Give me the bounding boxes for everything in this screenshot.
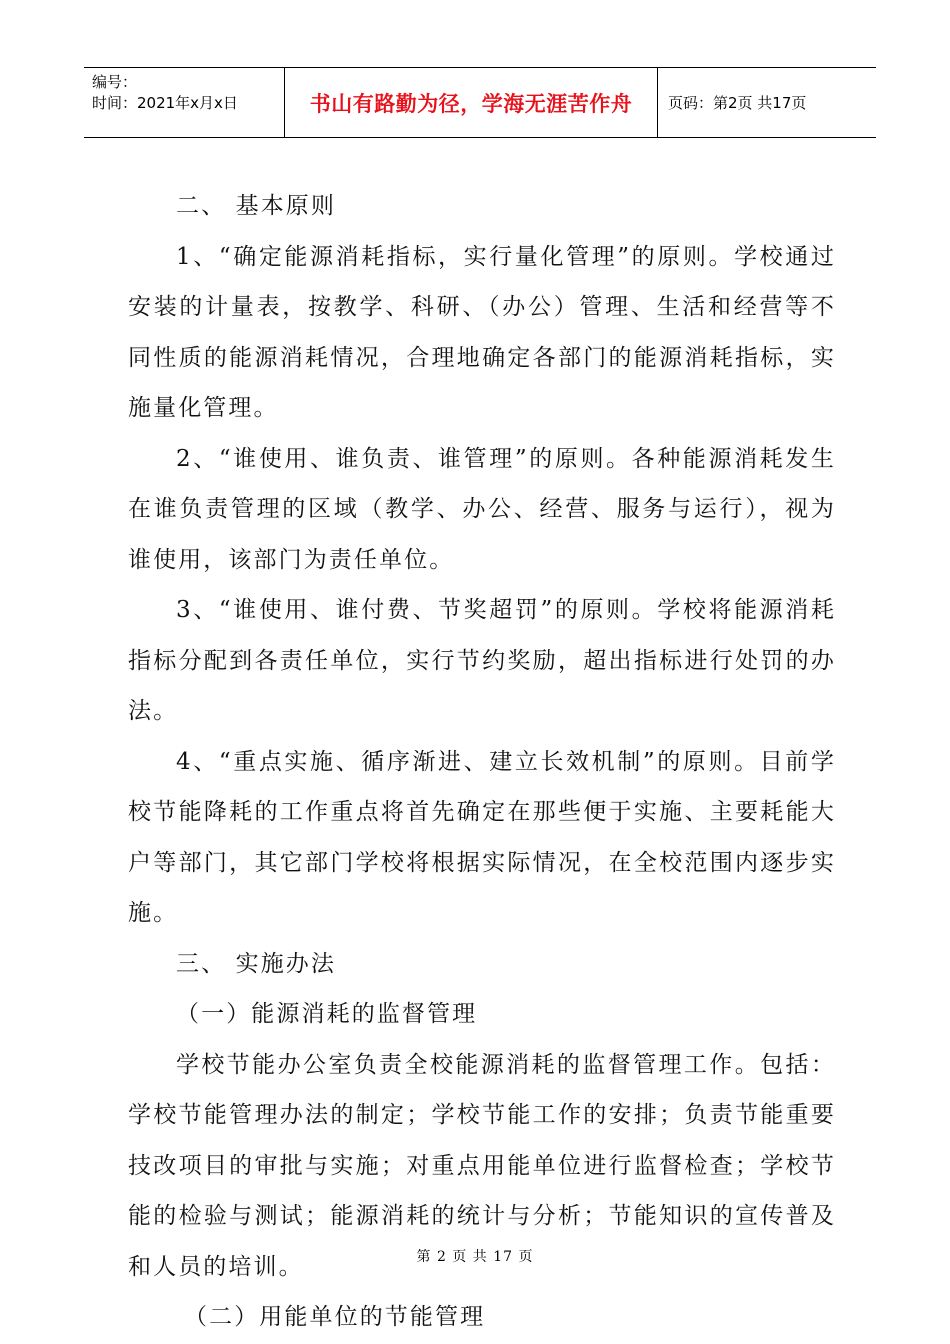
paragraph: 学校节能办公室负责全校能源消耗的监督管理工作。包括：学校节能管理办法的制定；学校节能工作的安排；负责节能重要技改项目的审批与实施；对重点用能单位进行监督检查；学校节能的检验与测试；能源消耗的统计与分析；节能知识的宣传普及和人员的培训。 (128, 1051, 836, 1280)
document-number: 编号： (92, 73, 138, 91)
section-heading: 二、 基本原则 (176, 193, 337, 219)
subsection-heading: （一）能源消耗的监督管理 (176, 1001, 478, 1027)
paragraph: 2、“谁使用、谁负责、谁管理”的原则。各种能源消耗发生在谁负责管理的区域（教学、办公、经营、服务与运行），视为谁使用，该部门为责任单位。 (128, 445, 836, 573)
subsection-heading: （二）用能单位的节能管理 (184, 1304, 486, 1330)
paragraph: 3、“谁使用、谁付费、节奖超罚”的原则。学校将能源消耗指标分配到各责任单位，实行节约奖励，超出指标进行处罚的办法。 (128, 597, 836, 724)
document-body (128, 181, 836, 1343)
page-footer: 第 2 页 共 17 页 (416, 1249, 534, 1265)
header-page-number: 页码：第2页 共17页 (668, 94, 807, 112)
header-meta (84, 68, 284, 137)
section-heading: 三、 实施办法 (176, 950, 337, 977)
paragraph: 1、“确定能源消耗指标，实行量化管理”的原则。学校通过安装的计量表，按教学、科研、（办公）管理、生活和经营等不同性质的能源消耗情况，合理地确定各部门的能源消耗指标，实施量化管理。 (128, 243, 836, 421)
header-motto: 书山有路勤为径，学海无涯苦作舟 (284, 68, 658, 137)
page-header (84, 67, 876, 138)
document-time: 时间：2021年x月x日 (92, 94, 238, 112)
paragraph: 4、“重点实施、循序渐进、建立长效机制”的原则。目前学校节能降耗的工作重点将首先确定在那些便于实施、主要耗能大户等部门，其它部门学校将根据实际情况，在全校范围内逐步实施。 (128, 748, 836, 926)
